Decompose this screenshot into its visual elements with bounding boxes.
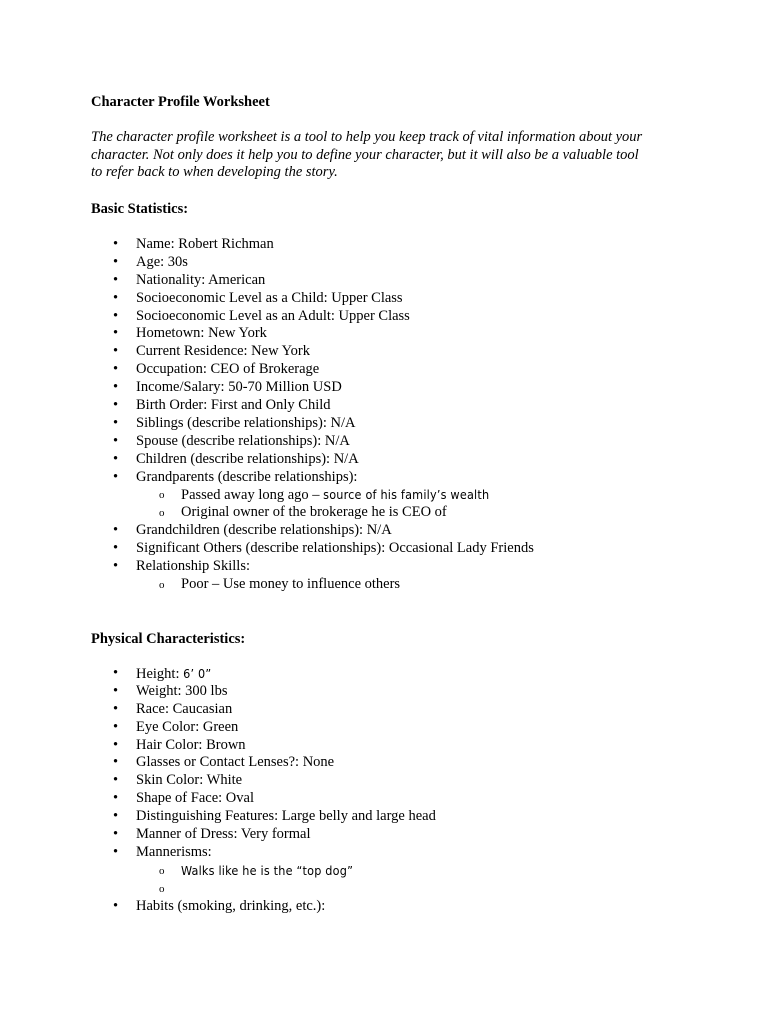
- list-item: • Distinguishing Features: Large belly and large head: [0, 808, 436, 826]
- list-item: • Socioeconomic Level as an Adult: Upper Class: [0, 308, 534, 326]
- sub-list-item: [0, 486, 534, 504]
- document-title: Character Profile Worksheet: [91, 94, 270, 110]
- basic-statistics-list: [0, 236, 534, 594]
- list-item: • Skin Color: White: [0, 772, 436, 790]
- sub-item-text: source of his family’s wealth: [323, 487, 490, 503]
- sub-list-item: o Poor – Use money to influence others: [0, 576, 534, 594]
- sub-list-item: o Original owner of the brokerage he is CEO of: [0, 504, 534, 522]
- list-item: • Children (describe relationships): N/A: [0, 451, 534, 469]
- list-item: • Current Residence: New York: [0, 343, 534, 361]
- list-item: • Birth Order: First and Only Child: [0, 397, 534, 415]
- physical-characteristics-heading: Physical Characteristics:: [91, 631, 246, 647]
- item-label: Height:: [136, 666, 184, 682]
- sub-item-text: Passed away long ago –: [181, 487, 324, 504]
- item-value: 6’ 0”: [183, 666, 212, 681]
- list-item: • Shape of Face: Oval: [0, 790, 436, 808]
- list-item: • Siblings (describe relationships): N/A: [0, 415, 534, 433]
- list-item: • Race: Caucasian: [0, 701, 436, 719]
- basic-statistics-heading: Basic Statistics:: [91, 201, 189, 217]
- list-item: • Grandparents (describe relationships):: [0, 469, 534, 487]
- list-item: • Grandchildren (describe relationships): N/A: [0, 522, 534, 540]
- list-item: • Mannerisms:: [0, 844, 436, 862]
- list-item: • Age: 30s: [0, 254, 534, 272]
- list-item: • Manner of Dress: Very formal: [0, 826, 436, 844]
- intro-line: to refer back to when developing the story.: [91, 164, 338, 181]
- list-item: [0, 665, 436, 683]
- list-item: • Weight: 300 lbs: [0, 683, 436, 701]
- sub-item-text: Walks like he is the “top dog”: [181, 862, 354, 878]
- list-item: • Income/Salary: 50-70 Million USD: [0, 379, 534, 397]
- list-item: • Nationality: American: [0, 272, 534, 290]
- list-item: • Occupation: CEO of Brokerage: [0, 361, 534, 379]
- list-item: • Significant Others (describe relationships): Occasional Lady Friends: [0, 540, 534, 558]
- sub-list-item: [0, 862, 436, 880]
- list-item: • Glasses or Contact Lenses?: None: [0, 754, 436, 772]
- intro-line: character. Not only does it help you to define your character, but it will also be a valuable tool: [91, 146, 639, 163]
- sub-list-item: [0, 880, 436, 898]
- list-item: • Socioeconomic Level as a Child: Upper Class: [0, 290, 534, 308]
- physical-characteristics-list: [0, 665, 436, 915]
- list-item: • Habits (smoking, drinking, etc.):: [0, 898, 436, 916]
- list-item: • Relationship Skills:: [0, 558, 534, 576]
- list-item: • Spouse (describe relationships): N/A: [0, 433, 534, 451]
- list-item: • Name: Robert Richman: [0, 236, 534, 254]
- list-item: • Hair Color: Brown: [0, 737, 436, 755]
- intro-line: The character profile worksheet is a tool to help you keep track of vital information about your: [91, 129, 643, 145]
- list-item: • Eye Color: Green: [0, 719, 436, 737]
- intro-paragraph: [91, 129, 701, 182]
- list-item: • Hometown: New York: [0, 325, 534, 343]
